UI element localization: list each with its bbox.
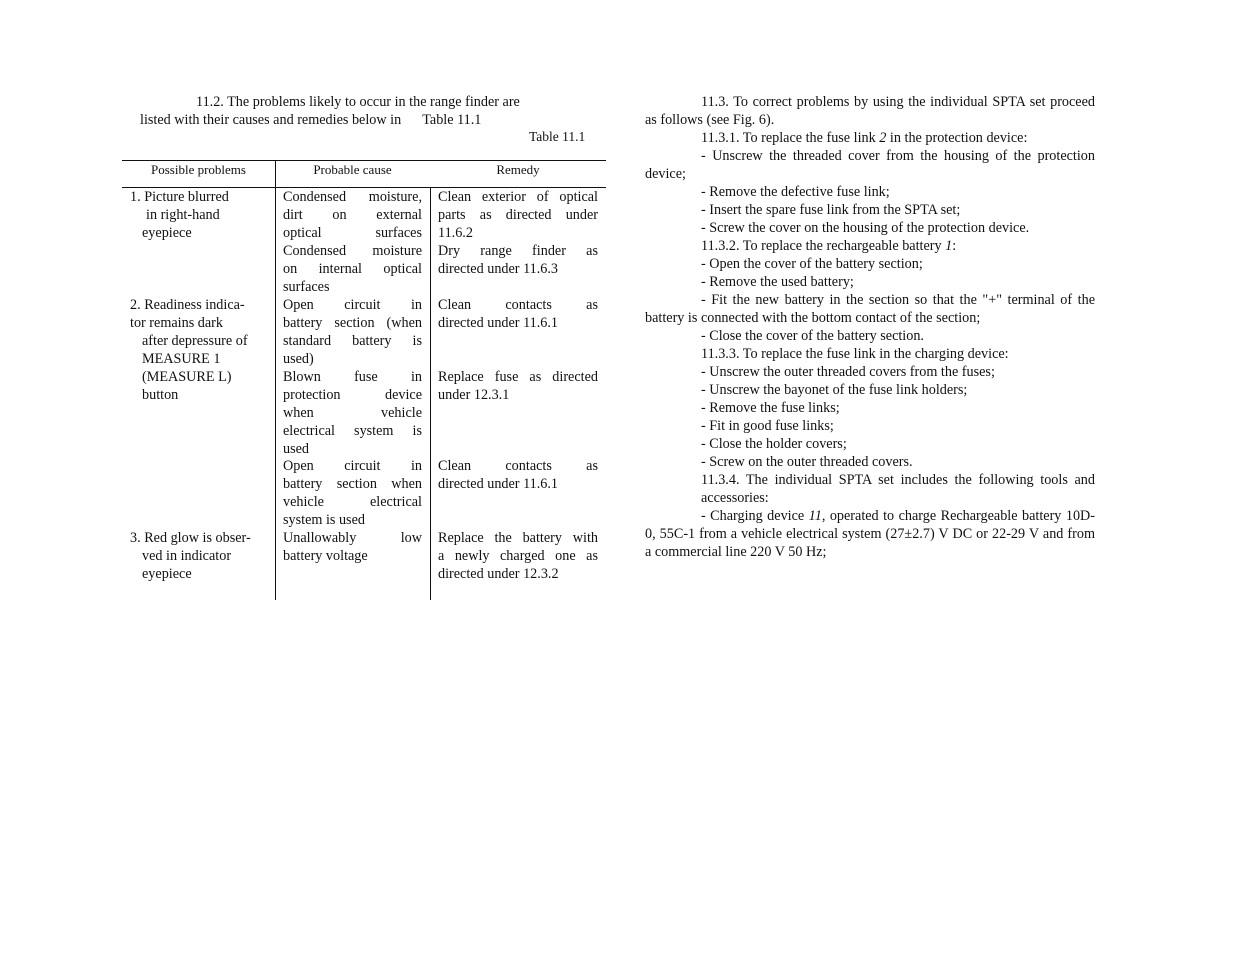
- header-remedy: Remedy: [496, 162, 540, 177]
- problem-3: 3. Red glow is obser- ved in indicator eyepiece: [130, 530, 251, 582]
- cause-5: Open circuit in battery section when vehicle electrical system is used: [283, 458, 422, 528]
- column-divider-2: [430, 187, 431, 600]
- column-divider-1: [275, 160, 276, 600]
- remedy-5: Clean contacts as directed under 11.6.1: [438, 458, 598, 492]
- problem-2: 2. Readiness indica- tor remains dark after depressure of MEASURE 1 (MEASURE L) button: [130, 297, 248, 403]
- step-screw-outer-covers: - Screw on the outer threaded covers.: [701, 454, 913, 470]
- step-fit-new-battery: - Fit the new battery in the section so that the "+" terminal of the battery is connected with the bottom contact of the section;: [645, 292, 1095, 326]
- step-insert-spare-fuse: - Insert the spare fuse link from the SPTA set;: [701, 202, 961, 218]
- para-11-3-3: 11.3.3. To replace the fuse link in the charging device:: [701, 346, 1009, 362]
- step-remove-fuse: - Remove the defective fuse link;: [701, 184, 890, 200]
- problem-1: 1. Picture blurred in right-hand eyepiece: [130, 189, 229, 241]
- para-11-3-4: 11.3.4. The individual SPTA set includes the following tools and accessories:: [701, 472, 1095, 506]
- para-11-3-1: 11.3.1. To replace the fuse link 2 in the protection device:: [701, 130, 1028, 146]
- step-remove-battery: - Remove the used battery;: [701, 274, 854, 290]
- intro-line-2: listed with their causes and remedies below in Table 11.1: [140, 112, 482, 128]
- step-unscrew-cover: - Unscrew the threaded cover from the housing of the protection device;: [645, 148, 1095, 182]
- para-11-3: 11.3. To correct problems by using the individual SPTA set proceed as follows (see Fig. 6).: [645, 94, 1095, 128]
- intro-line-1: 11.2. The problems likely to occur in the range finder are: [196, 94, 520, 110]
- item-charging-device: - Charging device 11, operated to charge Rechargeable battery 10D-0, 55C-1 from a vehicle electrical system (27±2.7) V DC or 22-29 V and from a commercial line 220 V 50 Hz;: [645, 508, 1096, 560]
- header-possible-problems: Possible problems: [151, 162, 246, 177]
- step-fit-good-fuses: - Fit in good fuse links;: [701, 418, 834, 434]
- cause-3: Open circuit in battery section (when standard battery is used): [283, 297, 422, 367]
- step-close-battery-cover: - Close the cover of the battery section.: [701, 328, 924, 344]
- cause-4: Blown fuse in protection device when vehicle electrical system is used: [283, 369, 422, 457]
- step-screw-cover: - Screw the cover on the housing of the protection device.: [701, 220, 1030, 236]
- remedy-3: Clean contacts as directed under 11.6.1: [438, 297, 598, 331]
- step-open-battery-cover: - Open the cover of the battery section;: [701, 256, 923, 272]
- step-close-holder-covers: - Close the holder covers;: [701, 436, 847, 452]
- troubleshooting-table: [122, 160, 606, 600]
- spta-instructions: [645, 93, 1095, 561]
- table-caption: Table 11.1: [529, 129, 586, 144]
- remedy-2: Dry range finder as directed under 11.6.3: [438, 243, 598, 277]
- step-unscrew-outer-covers: - Unscrew the outer threaded covers from the fuses;: [701, 364, 995, 380]
- header-probable-cause: Probable cause: [313, 162, 392, 177]
- cause-1: Condensed moisture, dirt on external optical surfaces: [283, 189, 422, 241]
- cause-6: Unallowably low battery voltage: [283, 530, 422, 564]
- cause-2: Condensed moisture on internal optical surfaces: [283, 243, 422, 295]
- para-11-3-2: 11.3.2. To replace the rechargeable battery 1:: [701, 238, 957, 254]
- step-remove-fuse-links: - Remove the fuse links;: [701, 400, 840, 416]
- step-unscrew-bayonet: - Unscrew the bayonet of the fuse link holders;: [701, 382, 968, 398]
- remedy-1: Clean exterior of optical parts as directed under 11.6.2: [438, 189, 598, 241]
- remedy-6: Replace the battery with a newly charged one as directed under 12.3.2: [438, 530, 598, 582]
- remedy-4: Replace fuse as directed under 12.3.1: [438, 369, 598, 403]
